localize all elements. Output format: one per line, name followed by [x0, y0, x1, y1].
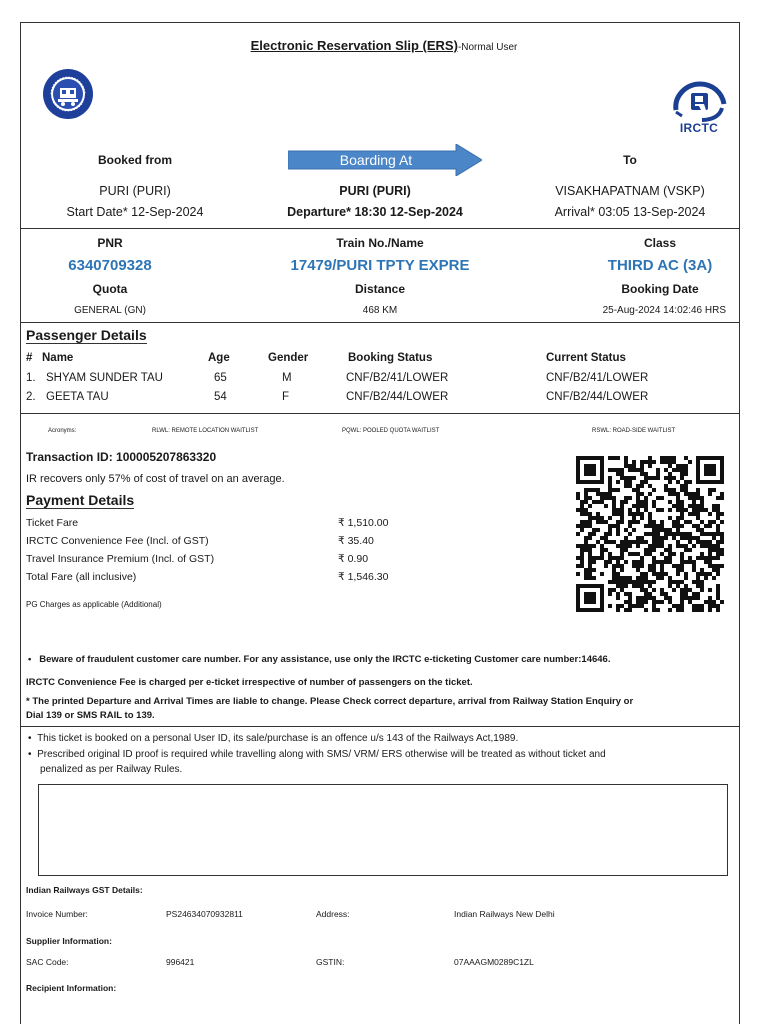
bullet-icon: • [28, 733, 38, 744]
timing-notice-line1: * The printed Departure and Arrival Times are liable to change. Please Check correct departure, arrival from Railway Station Enquiry or [26, 696, 634, 707]
col-header-gender: Gender [268, 352, 309, 364]
payment-amount: ₹ 35.40 [338, 535, 374, 547]
col-header-current-status: Current Status [546, 352, 626, 364]
convenience-notice: IRCTC Convenience Fee is charged per e-ticket irrespective of number of passengers on the ticket. [26, 677, 473, 688]
transaction-id: Transaction ID: 100005207863320 [26, 450, 217, 464]
fraud-notice-text: Beware of fraudulent customer care number. For any assistance, use only the IRCTC e-ticketing Customer care number:14646. [39, 654, 611, 665]
passenger-name: GEETA TAU [46, 391, 109, 403]
fraud-notice [28, 654, 610, 665]
timing-notice-line2: Dial 139 or SMS RAIL to 139. [26, 710, 155, 721]
passenger-gender: M [282, 372, 292, 384]
rule-1-text: This ticket is booked on a personal User ID, its sale/purchase is an offence u/s 143 of the Railways Act,1989. [37, 733, 519, 744]
passenger-booking-status: CNF/B2/44/LOWER [346, 391, 449, 403]
pnr-number: 6340709328 [68, 257, 152, 274]
passenger-current-status: CNF/B2/41/LOWER [546, 372, 649, 384]
rule-2-line2: penalized as per Railway Rules. [40, 764, 183, 775]
passenger-details-heading: Passenger Details [26, 327, 147, 343]
acronym-rlwl: RLWL: REMOTE LOCATION WAITLIST [152, 428, 259, 434]
acronym-pqwl: PQWL: POOLED QUOTA WAITLIST [342, 428, 440, 434]
train-name: 17479/PURI TPTY EXPRE [290, 257, 470, 274]
passenger-age: 65 [214, 372, 227, 384]
divider [20, 322, 740, 323]
col-header-name: Name [42, 352, 74, 364]
passenger-name: SHYAM SUNDER TAU [46, 372, 163, 384]
passenger-gender: F [282, 391, 290, 403]
passenger-no: 2. [26, 391, 36, 403]
payment-label: Total Fare (all inclusive) [26, 571, 137, 583]
indian-railways-logo [42, 68, 94, 120]
rule-2 [28, 749, 606, 760]
col-header-booking-status: Booking Status [348, 352, 433, 364]
to-label: To [623, 153, 637, 167]
divider [20, 413, 740, 414]
irctc-emblem-icon [668, 80, 730, 122]
payment-label: Ticket Fare [26, 517, 79, 529]
passenger-age: 54 [214, 391, 227, 403]
title-suffix: -Normal User [457, 42, 518, 53]
recipient-label: Recipient Information: [26, 983, 117, 993]
bullet-icon: • [28, 749, 38, 760]
passenger-current-status: CNF/B2/44/LOWER [546, 391, 649, 403]
acronyms-label: Acronyms: [48, 428, 77, 434]
irctc-logo-text: IRCTC [679, 121, 719, 135]
quota-label: Quota [92, 282, 128, 296]
ticket-title [0, 38, 768, 53]
quota-value: GENERAL (GN) [74, 305, 146, 316]
boarding-at-label: Boarding At [339, 152, 413, 168]
col-header-age: Age [208, 352, 230, 364]
travel-class: THIRD AC (3A) [607, 257, 713, 274]
rule-2-text: Prescribed original ID proof is required while travelling along with SMS/ VRM/ ERS otherwise will be treated as without ticket and [37, 749, 606, 760]
address-label: Address: [316, 909, 350, 919]
start-date: Start Date* 12-Sep-2024 [66, 205, 204, 219]
recovery-note: IR recovers only 57% of cost of travel on an average. [26, 473, 285, 485]
pnr-label: PNR [97, 236, 123, 250]
qr-code [576, 456, 724, 612]
booking-date-label: Booking Date [621, 282, 699, 296]
booking-date-value: 25-Aug-2024 14:02:46 HRS [602, 305, 726, 316]
title-main: Electronic Reservation Slip (ERS) [250, 38, 458, 53]
train-label: Train No./Name [336, 236, 424, 250]
acronym-rswl: RSWL: ROAD-SIDE WAITLIST [592, 428, 676, 434]
payment-amount: ₹ 1,546.30 [338, 571, 389, 583]
invoice-number: PS24634070932811 [166, 909, 243, 919]
payment-label: Travel Insurance Premium (Incl. of GST) [26, 553, 215, 565]
advertisement-box [38, 784, 728, 876]
payment-amount: ₹ 0.90 [338, 553, 369, 565]
divider [20, 726, 740, 727]
payment-details-heading: Payment Details [26, 492, 135, 508]
departure-time: Departure* 18:30 12-Sep-2024 [287, 205, 463, 219]
payment-label: IRCTC Convenience Fee (Incl. of GST) [26, 535, 209, 547]
booked-from-label: Booked from [97, 153, 172, 167]
irctc-logo [668, 80, 730, 136]
distance-label: Distance [354, 282, 406, 296]
arrival-time: Arrival* 03:05 13-Sep-2024 [554, 205, 706, 219]
pg-charges-note: PG Charges as applicable (Additional) [26, 600, 162, 609]
rule-1 [28, 733, 518, 744]
to-station: VISAKHAPATNAM (VSKP) [555, 184, 705, 198]
gstin-label: GSTIN: [316, 957, 345, 967]
supplier-label: Supplier Information: [26, 936, 112, 946]
boarding-station: PURI (PURI) [339, 184, 411, 198]
passenger-no: 1. [26, 372, 36, 384]
gstin-value: 07AAAGM0289C1ZL [454, 957, 534, 967]
from-station: PURI (PURI) [99, 184, 171, 198]
gst-title: Indian Railways GST Details: [26, 885, 143, 895]
payment-amount: ₹ 1,510.00 [338, 517, 389, 529]
invoice-label: Invoice Number: [26, 909, 88, 919]
divider [20, 228, 740, 229]
distance-value: 468 KM [362, 305, 398, 316]
col-header-no: # [26, 352, 33, 364]
sac-label: SAC Code: [26, 957, 69, 967]
class-label: Class [643, 236, 677, 250]
passenger-booking-status: CNF/B2/41/LOWER [346, 372, 449, 384]
sac-code: 996421 [166, 957, 195, 967]
address-value: Indian Railways New Delhi [454, 909, 555, 919]
bullet-icon: • [28, 654, 40, 665]
